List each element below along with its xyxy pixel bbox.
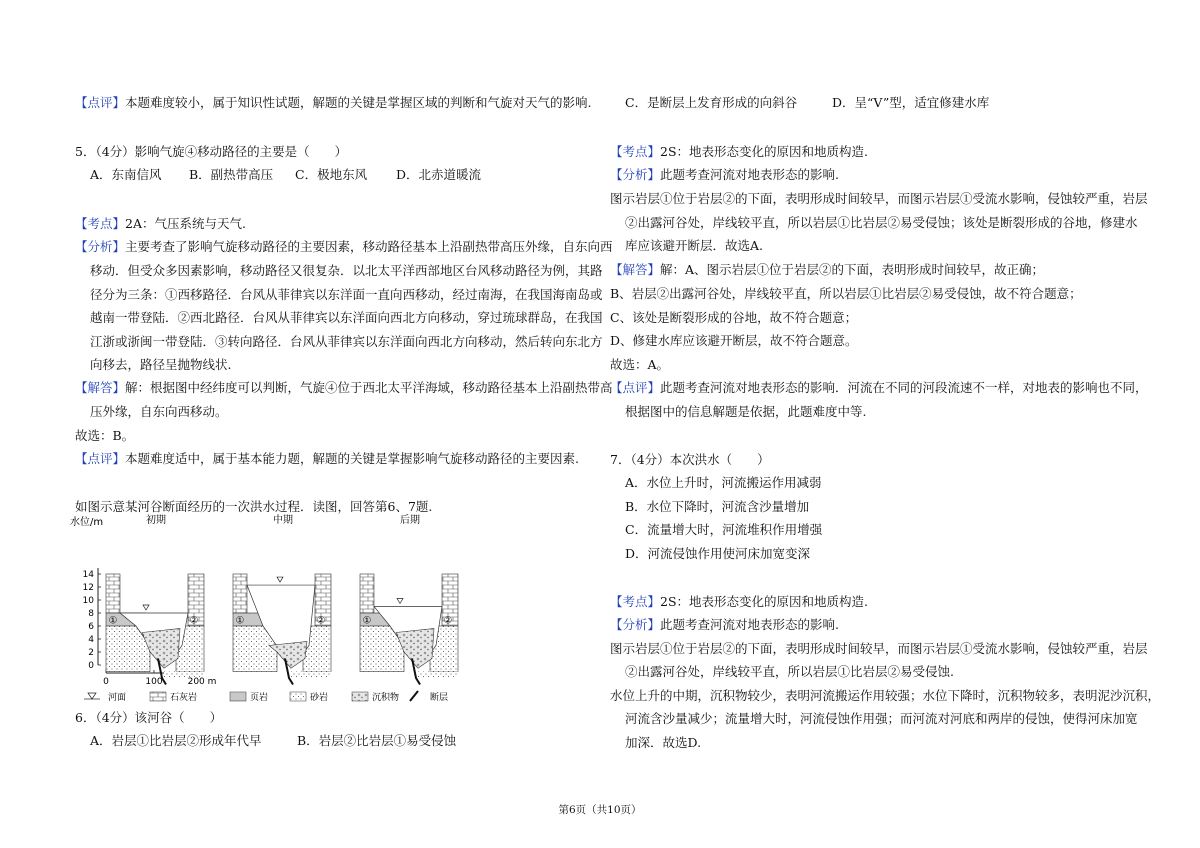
legend-fault-icon bbox=[410, 691, 418, 701]
q5-option-a: A．东南信风 bbox=[90, 167, 162, 182]
figure-intro: 如图示意某河谷断面经历的一次洪水过程．读图，回答第6、7题. bbox=[75, 499, 433, 514]
layer-label-2: ② bbox=[443, 615, 453, 627]
legend-sandstone-icon bbox=[290, 692, 306, 701]
water-level-icon bbox=[143, 605, 149, 610]
q5-jieda-line: 压外缘，自东向西移动。 bbox=[90, 404, 228, 419]
q6-jieda: 【解答】解：A、图示岩层①位于岩层②的下面，表明形成时间较早，故正确； bbox=[610, 262, 1045, 277]
y-tick-label: 8 bbox=[88, 609, 94, 619]
q5-dianping: 【点评】本题难度适中，属于基本能力题，解题的关键是掌握影响气旋移动路径的主要因素. bbox=[75, 451, 579, 466]
limestone-left bbox=[360, 574, 374, 613]
q6-body-line: ②出露河谷处，岸线较平直，所以岩层①比岩层②易受侵蚀；该处是断裂形成的谷地，修建水 bbox=[625, 215, 1138, 230]
q7-stem: 7．（4分）本次洪水（ ） bbox=[610, 452, 770, 467]
y-axis bbox=[83, 568, 101, 671]
q6-option-b: B．岩层②比岩层①易受侵蚀 bbox=[297, 733, 457, 748]
legend-label: 石灰岩 bbox=[170, 693, 198, 703]
y-tick-label: 14 bbox=[82, 570, 94, 580]
q5-jieda: 【解答】解：根据图中经纬度可以判断，气旋④位于西北太平洋海域，移动路径基本上沿副热带高 bbox=[75, 380, 613, 395]
y-axis-label: 水位/m bbox=[70, 517, 104, 528]
y-tick-label: 2 bbox=[88, 648, 94, 658]
legend-label: 页岩 bbox=[250, 693, 269, 703]
q6-option-a: A．岩层①比岩层②形成年代早 bbox=[90, 733, 262, 748]
q6-jieda-line: D、修建水库应该避开断层，故不符合题意。 bbox=[610, 333, 858, 348]
panel-title: 初期 bbox=[146, 515, 166, 526]
layer-label-1: ① bbox=[362, 615, 372, 627]
y-tick-label: 10 bbox=[82, 596, 94, 606]
valley-panel bbox=[360, 513, 458, 685]
q5-fenxi-line: 径分为三条：①西移路径．台风从菲律宾以东洋面一直向西移动，经过南海，在我国海南岛或 bbox=[90, 287, 603, 302]
sandstone-bottom bbox=[291, 672, 331, 678]
legend-sediment-icon bbox=[352, 692, 368, 701]
q7-body-line: 图示岩层①位于岩层②的下面，表明形成时间较早，而图示岩层①受流水影响，侵蚀较严重，岩层 bbox=[610, 641, 1148, 656]
y-tick-label: 6 bbox=[88, 622, 94, 632]
q6-dianping-line: 根据图中的信息解题是依据，此题难度中等. bbox=[625, 404, 867, 419]
sandstone-bottom bbox=[164, 672, 204, 678]
legend-water-icon bbox=[88, 693, 96, 699]
q7-option-d: D．河流侵蚀作用使河床加宽变深 bbox=[625, 546, 811, 561]
page-footer: 第6页（共10页） bbox=[558, 804, 642, 816]
limestone-left bbox=[233, 574, 247, 613]
q7-fenxi: 【分析】此题考查河流对地表形态的影响. bbox=[610, 617, 839, 632]
layer-label-2: ② bbox=[316, 615, 326, 627]
river-valley-figure bbox=[70, 513, 470, 708]
limestone-left bbox=[106, 574, 120, 613]
q5-option-c: C．极地东风 bbox=[295, 167, 368, 182]
q5-fenxi-line: 向移去，路径呈抛物线状. bbox=[90, 357, 232, 372]
q5-option-d: D．北赤道暖流 bbox=[396, 167, 482, 182]
water-level-icon bbox=[397, 599, 403, 604]
q6-jieda-line: B、岩层②出露河谷处，岸线较平直，所以岩层①比岩层②易受侵蚀，故不符合题意； bbox=[610, 286, 1082, 301]
layer-label-1: ① bbox=[108, 615, 118, 627]
q5-fenxi: 【分析】主要考查了影响气旋移动路径的主要因素，移动路径基本上沿副热带高压外缘，自东向西 bbox=[75, 239, 613, 254]
q7-kaodian: 【考点】2S：地表形态变化的原因和地质构造. bbox=[610, 594, 869, 609]
panel-title: 后期 bbox=[400, 515, 420, 526]
q5-answer: 故选：B。 bbox=[75, 428, 135, 443]
q7-option-c: C．流量增大时，河流堆积作用增强 bbox=[625, 522, 823, 537]
x-tick-label: 100 bbox=[145, 677, 163, 687]
q5-kaodian: 【考点】2A：气压系统与天气. bbox=[75, 216, 246, 231]
sandstone-bottom bbox=[418, 672, 458, 678]
legend-label: 砂岩 bbox=[310, 693, 329, 703]
legend bbox=[84, 691, 448, 703]
q5-fenxi-line: 越南一带登陆．②西北路径．台风从菲律宾以东洋面向西北方向移动，穿过琉球群岛，在我国 bbox=[90, 310, 603, 325]
y-tick-label: 12 bbox=[82, 583, 94, 593]
dianping-1: 【点评】本题难度较小，属于知识性试题，解题的关键是掌握区域的判断和气旋对天气的影响. bbox=[75, 95, 592, 110]
x-tick-label: 0 bbox=[103, 677, 109, 687]
water-level-icon bbox=[277, 577, 283, 582]
q7-option-a: A．水位上升时，河流搬运作用减弱 bbox=[625, 475, 822, 490]
q7-option-b: B．水位下降时，河流含沙量增加 bbox=[625, 499, 810, 514]
panel-title: 中期 bbox=[273, 515, 293, 526]
q6-stem: 6．（4分）该河谷（ ） bbox=[75, 710, 223, 725]
layer-label-1: ① bbox=[235, 615, 245, 627]
valley-panel bbox=[233, 513, 331, 685]
q6-option-c: C．是断层上发育形成的向斜谷 bbox=[625, 95, 798, 110]
x-tick-label: 200 m bbox=[187, 677, 217, 687]
valley-panel bbox=[106, 513, 204, 685]
q7-body-line: 加深．故选D. bbox=[625, 735, 702, 750]
legend-label: 断层 bbox=[430, 693, 449, 703]
y-tick-label: 0 bbox=[88, 661, 94, 671]
q5-stem: 5．（4分）影响气旋④移动路径的主要是（ ） bbox=[75, 144, 348, 159]
q7-body-line: ②出露河谷处，岸线较平直，所以岩层①比岩层②易受侵蚀. bbox=[625, 664, 954, 679]
legend-limestone-icon bbox=[150, 692, 166, 701]
q6-kaodian: 【考点】2S：地表形态变化的原因和地质构造. bbox=[610, 144, 869, 159]
q7-body-line: 河流含沙量减少；流量增大时，河流侵蚀作用强；而河流对河底和两岸的侵蚀，使得河床加宽 bbox=[625, 711, 1138, 726]
y-tick-label: 4 bbox=[88, 635, 94, 645]
q6-answer: 故选：A。 bbox=[610, 357, 670, 372]
q6-body-line: 图示岩层①位于岩层②的下面，表明形成时间较早，而图示岩层①受流水影响，侵蚀较严重，岩层 bbox=[610, 191, 1148, 206]
q5-fenxi-line: 江浙或浙闽一带登陆．③转向路径．台风从菲律宾以东洋面向西北方向移动，然后转向东北方 bbox=[90, 334, 603, 349]
legend-label: 沉积物 bbox=[372, 693, 400, 703]
layer-label-2: ② bbox=[189, 615, 199, 627]
q6-option-d: D．呈“V”型，适宜修建水库 bbox=[832, 95, 990, 110]
legend-label: 河面 bbox=[108, 693, 127, 703]
q5-fenxi-line: 移动．但受众多因素影响，移动路径又很复杂．以北太平洋西部地区台风移动路径为例，其路 bbox=[90, 263, 603, 278]
legend-shale-icon bbox=[230, 692, 246, 701]
q7-body-line: 水位上升的中期，沉积物较少，表明河流搬运作用较强；水位下降时，沉积物较多，表明泥沙沉积， bbox=[610, 688, 1161, 703]
q6-fenxi: 【分析】此题考查河流对地表形态的影响. bbox=[610, 167, 839, 182]
q6-body-line: 库应该避开断层．故选A. bbox=[625, 238, 764, 253]
q5-option-b: B．副热带高压 bbox=[189, 167, 274, 182]
q6-dianping: 【点评】此题考查河流对地表形态的影响．河流在不同的河段流速不一样，对地表的影响也不同， bbox=[610, 380, 1148, 395]
q6-jieda-line: C、该处是断裂形成的谷地，故不符合题意； bbox=[610, 310, 858, 325]
